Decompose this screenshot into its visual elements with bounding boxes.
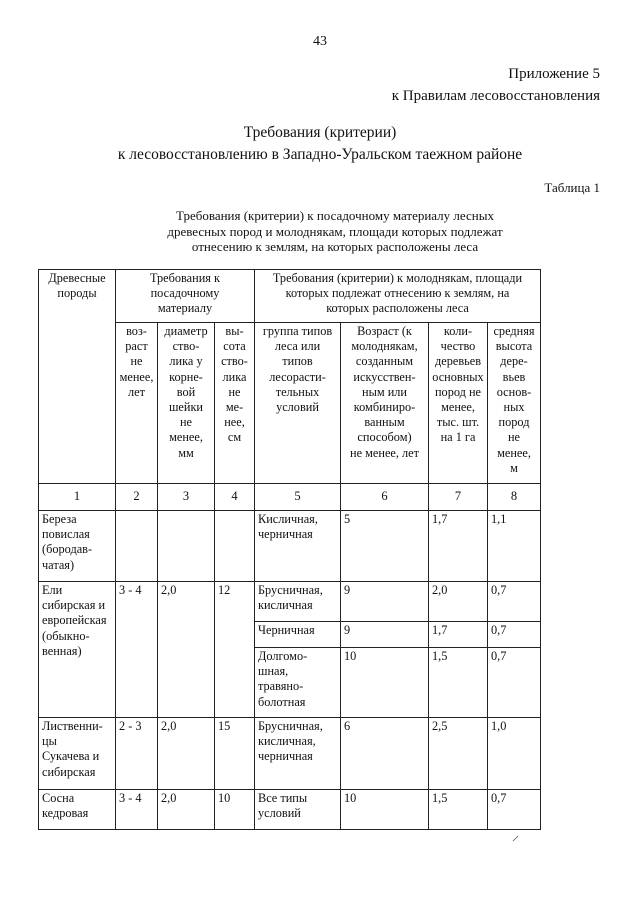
header-diameter	[158, 323, 215, 484]
diameter-cell	[158, 511, 215, 582]
cell-text-line: ным или	[362, 384, 407, 399]
age-cell: 3 - 4	[116, 790, 158, 830]
tree-count-cell: 2,5	[429, 718, 488, 790]
cell-text-line: тыс. шт.	[436, 415, 480, 430]
height-cell	[215, 511, 255, 582]
header-tree-count	[429, 323, 488, 484]
species-cell	[39, 582, 116, 718]
cell-text-line: менее,	[441, 400, 475, 415]
cell-text-line: группа типов	[262, 324, 333, 338]
cell-text-line: Возраст (к	[357, 324, 412, 338]
cell-text-line: черничная	[258, 749, 313, 764]
cell-text-line: болотная	[258, 694, 306, 709]
forest-type-cell	[255, 511, 341, 582]
heading-line-1: Требования (критерии)	[243, 124, 397, 141]
tree-count-cell: 1,7	[429, 511, 488, 582]
requirements-table	[38, 269, 541, 830]
mean-height-cell: 0,7	[488, 622, 541, 648]
header-young-stands	[255, 270, 541, 323]
cell-text-line: не	[228, 384, 241, 399]
cell-text-line: раст	[125, 339, 148, 354]
cell-text-line: леса или	[274, 339, 321, 354]
forest-type-cell	[255, 790, 341, 830]
cell-text-line: лика	[222, 369, 247, 384]
age-cell: 3 - 4	[116, 582, 158, 718]
cell-text-line: деревьев	[435, 354, 481, 369]
header-forest-type	[255, 323, 341, 484]
cell-text-line: тельных	[275, 384, 320, 399]
young-age-cell: 6	[341, 718, 429, 790]
column-number: 8	[488, 484, 541, 511]
cell-text-line: мм	[178, 445, 194, 460]
cell-text-line: ство-	[221, 354, 248, 369]
cell-text-line: условий	[276, 400, 319, 415]
cell-text-line: породы	[57, 286, 97, 301]
cell-text-line: ме-	[225, 400, 244, 415]
pen-mark-icon	[512, 834, 520, 842]
mean-height-cell: 0,7	[488, 582, 541, 622]
tree-count-cell: 1,5	[429, 648, 488, 718]
header-mean-height	[488, 323, 541, 484]
cell-text-line: менее,	[119, 369, 154, 384]
cell-text-line: лесорасти-	[269, 369, 326, 384]
cell-text-line: чество	[440, 339, 476, 354]
cell-text-line: черничная	[258, 527, 313, 542]
document-heading	[0, 122, 640, 166]
cell-text-line: типов	[282, 354, 313, 369]
mean-height-cell: 1,0	[488, 718, 541, 790]
table-row-spruce	[39, 582, 541, 622]
cell-text-line: Береза	[42, 512, 77, 526]
column-number: 1	[39, 484, 116, 511]
cell-text-line: см	[227, 430, 242, 445]
cell-text-line: воз-	[126, 324, 147, 338]
cell-text-line: венная)	[42, 643, 82, 658]
cell-text-line: Кисличная,	[258, 512, 318, 526]
caption-line-3: отнесению к землям, на которых расположены леса	[191, 239, 479, 254]
cell-text-line: не	[179, 415, 193, 430]
cell-text-line: кисличная,	[258, 734, 316, 749]
diameter-cell: 2,0	[158, 790, 215, 830]
cell-text-line: созданным	[355, 354, 414, 369]
cell-text-line: сибирская и	[42, 598, 106, 613]
cell-text-line: Брусничная,	[258, 583, 323, 597]
header-height	[215, 323, 255, 484]
cell-text-line: ванным	[364, 415, 405, 430]
cell-text-line: Древесные	[48, 271, 106, 285]
cell-text-line: вой	[176, 384, 196, 399]
appendix-title: Приложение 5	[508, 66, 600, 82]
cell-text-line: искусствен-	[353, 369, 416, 384]
header-planting-material	[116, 270, 255, 323]
cell-text-line: европейская	[42, 613, 107, 628]
header-age	[116, 323, 158, 484]
cell-text-line: условий	[258, 806, 301, 821]
cell-text-line: чатая)	[42, 557, 75, 572]
heading-line-2: к лесовосстановлению в Западно-Уральском таежном районе	[117, 146, 523, 163]
cell-text-line: шная,	[258, 664, 289, 679]
cell-text-line: посадочному	[150, 286, 220, 301]
table-row-cedar	[39, 790, 541, 830]
cell-text-line: Лиственни-	[42, 719, 103, 733]
cell-text-line: цы	[42, 734, 57, 749]
column-number: 2	[116, 484, 158, 511]
height-cell: 10	[215, 790, 255, 830]
diameter-cell: 2,0	[158, 582, 215, 718]
tree-count-cell: 2,0	[429, 582, 488, 622]
cell-text-line: кисличная	[258, 598, 313, 613]
cell-text-line: дере-	[500, 354, 528, 369]
cell-text-line: сибирская	[42, 764, 96, 779]
cell-text-line: диаметр	[164, 324, 208, 338]
header-young-age	[341, 323, 429, 484]
tree-count-cell: 1,5	[429, 790, 488, 830]
age-cell: 2 - 3	[116, 718, 158, 790]
forest-type-cell	[255, 582, 341, 622]
forest-type-cell	[255, 718, 341, 790]
cell-text-line: кедровая	[42, 806, 89, 821]
cell-text-line: м	[510, 460, 518, 475]
cell-text-line: основ-	[496, 384, 532, 399]
cell-text-line: корне-	[169, 369, 203, 384]
cell-text-line: высота	[495, 339, 533, 354]
cell-text-line: Сукачева и	[42, 749, 100, 764]
column-number: 4	[215, 484, 255, 511]
tree-count-cell: 1,7	[429, 622, 488, 648]
cell-text-line: Все типы	[258, 791, 308, 805]
cell-text-line: вы-	[225, 324, 244, 338]
mean-height-cell: 0,7	[488, 790, 541, 830]
diameter-cell: 2,0	[158, 718, 215, 790]
page-number: 43	[313, 34, 327, 49]
height-cell: 12	[215, 582, 255, 718]
cell-text-line: Ели	[42, 583, 63, 597]
cell-text-line: вьев	[502, 369, 526, 384]
species-cell	[39, 511, 116, 582]
column-number: 6	[341, 484, 429, 511]
cell-text-line: на 1 га	[440, 430, 476, 445]
cell-text-line: (обыкно-	[42, 628, 90, 643]
cell-text-line: способом)	[357, 430, 412, 445]
mean-height-cell: 1,1	[488, 511, 541, 582]
column-number: 7	[429, 484, 488, 511]
cell-text-line: комбиниро-	[353, 400, 416, 415]
header-species	[39, 270, 116, 484]
cell-text-line: пород не	[434, 384, 482, 399]
species-cell	[39, 790, 116, 830]
cell-text-line: повислая	[42, 527, 90, 542]
cell-text-line: не менее, лет	[350, 445, 419, 460]
table-row-birch	[39, 511, 541, 582]
cell-text-line: коли-	[443, 324, 473, 338]
cell-text-line: сота	[223, 339, 246, 354]
cell-text-line: шейки	[168, 400, 204, 415]
cell-text-line: основных	[432, 369, 484, 384]
appendix-subtitle: к Правилам лесовосстановления	[391, 88, 600, 104]
cell-text-line: которых расположены леса	[326, 301, 469, 316]
header-row-1	[39, 270, 541, 323]
cell-text-line: которых подлежат отнесению к землям, на	[285, 286, 510, 301]
cell-text-line: Требования (критерии) к молоднякам, площади	[272, 271, 523, 285]
cell-text-line: лет	[128, 384, 145, 399]
cell-text-line: не	[507, 430, 521, 445]
species-cell	[39, 718, 116, 790]
cell-text-line: Сосна	[42, 791, 75, 805]
cell-text-line: материалу	[157, 301, 213, 316]
mean-height-cell: 0,7	[488, 648, 541, 718]
table-caption	[150, 208, 520, 255]
column-number-row	[39, 484, 541, 511]
young-age-cell: 9	[341, 582, 429, 622]
cell-text-line: менее,	[169, 430, 203, 445]
cell-text-line: Требования к	[149, 271, 221, 285]
table-label: Таблица 1	[544, 180, 600, 195]
cell-text-line: нее,	[224, 415, 245, 430]
cell-text-line: травяно-	[258, 679, 304, 694]
cell-text-line: пород	[498, 415, 530, 430]
young-age-cell: 5	[341, 511, 429, 582]
young-age-cell: 10	[341, 648, 429, 718]
cell-text-line: Брусничная,	[258, 719, 323, 733]
age-cell	[116, 511, 158, 582]
cell-text-line: ных	[503, 400, 525, 415]
cell-text-line: лика у	[169, 354, 203, 369]
cell-text-line: средняя	[493, 324, 535, 338]
cell-text-line: (бородав-	[42, 542, 93, 557]
caption-line-2: древесных пород и молоднякам, площади которых подлежат	[167, 223, 503, 239]
forest-type-cell	[255, 622, 341, 648]
caption-line-1: Требования (критерии) к посадочному материалу лесных	[176, 208, 494, 223]
young-age-cell: 9	[341, 622, 429, 648]
forest-type-cell	[255, 648, 341, 718]
cell-text-line: ство-	[172, 339, 200, 354]
column-number: 5	[255, 484, 341, 511]
table-row-larch	[39, 718, 541, 790]
young-age-cell: 10	[341, 790, 429, 830]
column-number: 3	[158, 484, 215, 511]
cell-text-line: Черничная	[258, 623, 315, 637]
height-cell: 15	[215, 718, 255, 790]
cell-text-line: Долгомо-	[258, 649, 308, 663]
cell-text-line: менее,	[497, 445, 531, 460]
cell-text-line: молоднякам,	[351, 339, 418, 354]
cell-text-line: не	[130, 354, 143, 369]
